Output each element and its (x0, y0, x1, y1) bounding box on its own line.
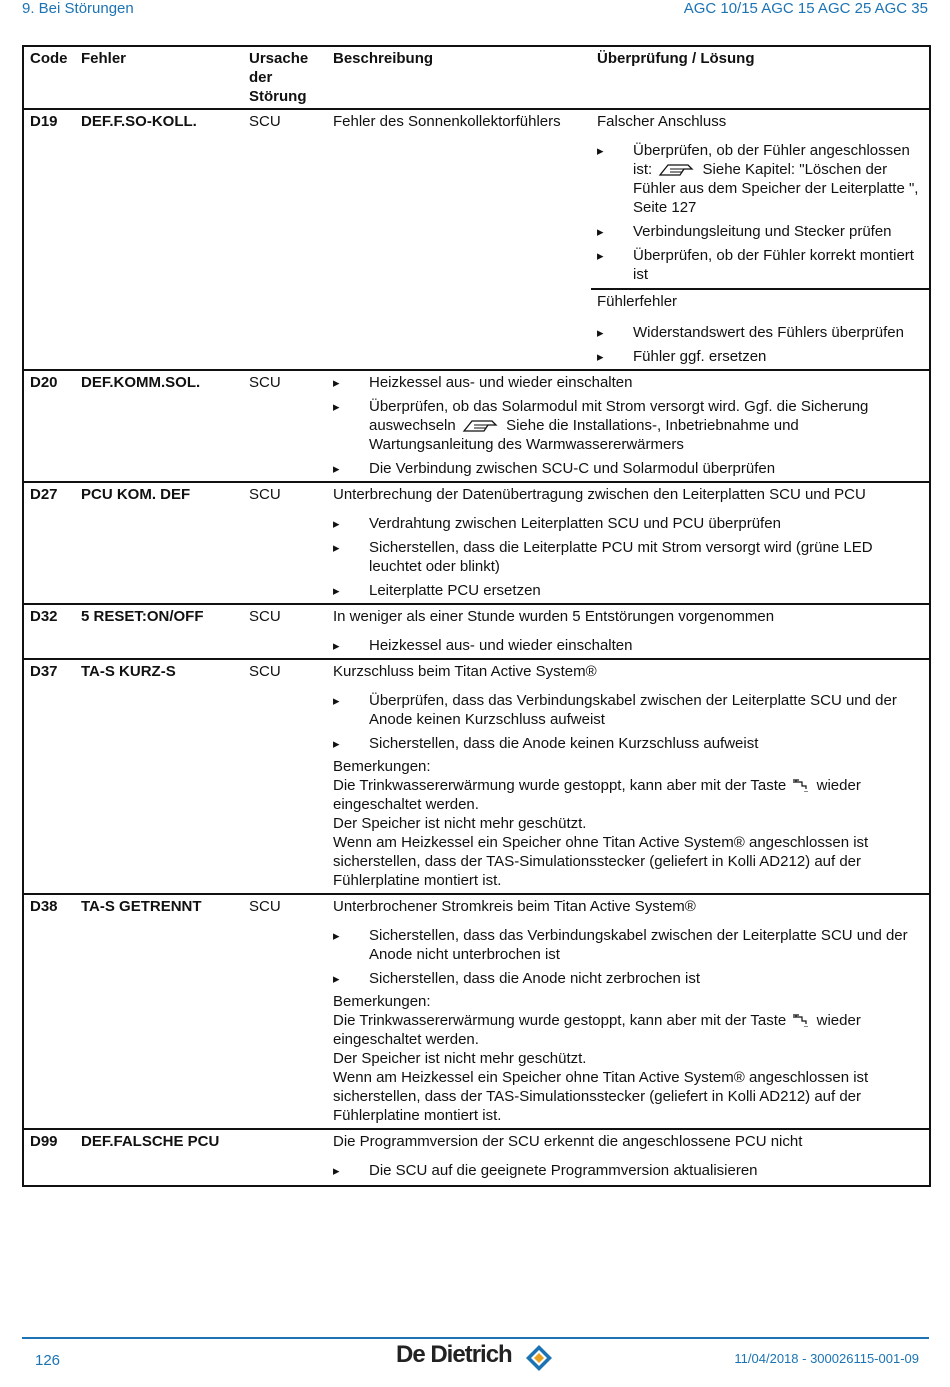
table-row (23, 1129, 930, 1186)
solution-step: ▸ Heizkessel aus- und wieder einschalten (333, 636, 923, 655)
remark-text: Wenn am Heizkessel ein Speicher ohne Titan Active System® angeschlossen ist sicherstellen, dass der TAS-Simulationsstecker (geliefert in Kolli AD212) auf der Fühlerplatine montiert ist. (333, 834, 869, 890)
table-row (23, 894, 930, 1129)
error-description: Fehler des Sonnenkollektorfühlers (327, 109, 591, 370)
section-title: 9. Bei Störungen (22, 0, 134, 17)
error-description: Unterbrochener Stromkreis beim Titan Active System® (333, 898, 696, 916)
solution-group-title: Fühlerfehler (591, 288, 929, 311)
remark-text: Wenn am Heizkessel ein Speicher ohne Titan Active System® angeschlossen ist sicherstellen, dass der TAS-Simulationsstecker (geliefert in Kolli AD212) auf der Fühlerplatine montiert ist. (333, 1069, 869, 1125)
error-description: Unterbrechung der Datenübertragung zwischen den Leiterplatten SCU und PCU (333, 486, 866, 504)
error-description: Kurzschluss beim Titan Active System® (333, 663, 597, 681)
error-name: PCU KOM. DEF (75, 482, 243, 604)
solution-step: ▸ Heizkessel aus- und wieder einschalten (333, 373, 923, 392)
col-code: Code (23, 46, 75, 109)
hot-water-tap-icon (792, 779, 810, 793)
error-solution (327, 1129, 930, 1186)
error-name: TA-S KURZ-S (75, 659, 243, 894)
error-description: In weniger als einer Stunde wurden 5 Entstörungen vorgenommen (333, 608, 775, 626)
remarks-title: Bemerkungen: (333, 993, 431, 1011)
remarks (333, 757, 923, 890)
solution-step: ▸ Sicherstellen, dass das Verbindungskabel zwischen der Leiterplatte SCU und der Anode nicht unterbrochen ist (333, 926, 923, 964)
error-solution (327, 604, 930, 659)
error-name: 5 RESET:ON/OFF (75, 604, 243, 659)
remark-text: Die Trinkwassererwärmung wurde gestoppt, kann aber mit der Taste wieder eingeschaltet werden. (333, 1012, 861, 1049)
solution-step: ▸ Verbindungsleitung und Stecker prüfen (597, 222, 923, 241)
solution-step: ▸ Leiterplatte PCU ersetzen (333, 581, 923, 600)
error-cause: SCU (243, 894, 327, 1129)
solution-step: ▸ Überprüfen, ob der Fühler angeschlossen ist: Siehe Kapitel: "Löschen der Fühler aus dem Speicher der Leiterplatte ", Seite 127 (597, 141, 923, 217)
brand-logo-icon (525, 1344, 553, 1372)
error-name: DEF.KOMM.SOL. (75, 370, 243, 482)
hot-water-tap-icon (792, 1014, 810, 1028)
error-code: D27 (23, 482, 75, 604)
error-cause: SCU (243, 109, 327, 370)
table-row (23, 370, 930, 482)
manual-reference-icon (462, 417, 500, 435)
error-solution (327, 370, 930, 482)
error-solution (327, 482, 930, 604)
col-beschreibung: Beschreibung (327, 46, 591, 109)
error-code: D20 (23, 370, 75, 482)
document-reference: 11/04/2018 - 300026115-001-09 (734, 1351, 919, 1366)
page-number: 126 (35, 1352, 61, 1369)
remark-text: Der Speicher ist nicht mehr geschützt. (333, 1050, 587, 1068)
error-cause (243, 1129, 327, 1186)
solution-step: ▸ Überprüfen, ob das Solarmodul mit Strom versorgt wird. Ggf. die Sicherung auswechseln Siehe die Installations-, Inbetriebnahme und Wartungsanleitung des Warmwassererwärmers (333, 397, 923, 454)
solution-step: ▸ Widerstandswert des Fühlers überprüfen (597, 323, 923, 342)
brand-logo: De Dietrich (396, 1341, 512, 1368)
col-loesung: Überprüfung / Lösung (591, 46, 930, 109)
error-solution (327, 894, 930, 1129)
footer-divider (22, 1337, 929, 1339)
solution-step: ▸ Fühler ggf. ersetzen (597, 347, 923, 366)
error-code: D19 (23, 109, 75, 370)
solution-step: ▸ Überprüfen, dass das Verbindungskabel zwischen der Leiterplatte SCU und der Anode keinen Kurzschluss aufweist (333, 691, 923, 729)
model-list: AGC 10/15 AGC 15 AGC 25 AGC 35 (683, 0, 928, 17)
remarks-title: Bemerkungen: (333, 758, 431, 776)
error-solution (327, 659, 930, 894)
error-name: DEF.F.SO-KOLL. (75, 109, 243, 370)
error-solution (591, 109, 930, 370)
solution-group-title: Falscher Anschluss (597, 113, 727, 130)
remark-text: Der Speicher ist nicht mehr geschützt. (333, 815, 587, 833)
table-row (23, 659, 930, 894)
manual-reference-icon (658, 161, 696, 179)
error-name: TA-S GETRENNT (75, 894, 243, 1129)
error-cause: SCU (243, 604, 327, 659)
solution-step: ▸ Sicherstellen, dass die Leiterplatte PCU mit Strom versorgt wird (grüne LED leuchtet oder blinkt) (333, 538, 923, 576)
table-row (23, 604, 930, 659)
table-header-row (23, 46, 930, 109)
solution-step: ▸ Verdrahtung zwischen Leiterplatten SCU und PCU überprüfen (333, 514, 923, 533)
error-code: D38 (23, 894, 75, 1129)
error-table (22, 45, 931, 1187)
error-code: D37 (23, 659, 75, 894)
error-cause: SCU (243, 482, 327, 604)
solution-step: ▸ Sicherstellen, dass die Anode nicht zerbrochen ist (333, 969, 923, 988)
solution-step: ▸ Die SCU auf die geeignete Programmversion aktualisieren (333, 1161, 923, 1180)
error-code: D99 (23, 1129, 75, 1186)
error-name: DEF.FALSCHE PCU (75, 1129, 243, 1186)
error-description: Die Programmversion der SCU erkennt die angeschlossene PCU nicht (333, 1133, 803, 1151)
col-ursache: Ursache der Störung (243, 46, 327, 109)
solution-step: ▸ Überprüfen, ob der Fühler korrekt montiert ist (597, 246, 923, 284)
col-fehler: Fehler (75, 46, 243, 109)
remark-text: Die Trinkwassererwärmung wurde gestoppt, kann aber mit der Taste wieder eingeschaltet werden. (333, 777, 861, 814)
error-cause: SCU (243, 659, 327, 894)
remarks (333, 992, 923, 1125)
error-code: D32 (23, 604, 75, 659)
table-row (23, 482, 930, 604)
solution-step: ▸ Die Verbindung zwischen SCU-C und Solarmodul überprüfen (333, 459, 923, 478)
solution-step: ▸ Sicherstellen, dass die Anode keinen Kurzschluss aufweist (333, 734, 923, 753)
table-row (23, 109, 930, 370)
error-cause: SCU (243, 370, 327, 482)
